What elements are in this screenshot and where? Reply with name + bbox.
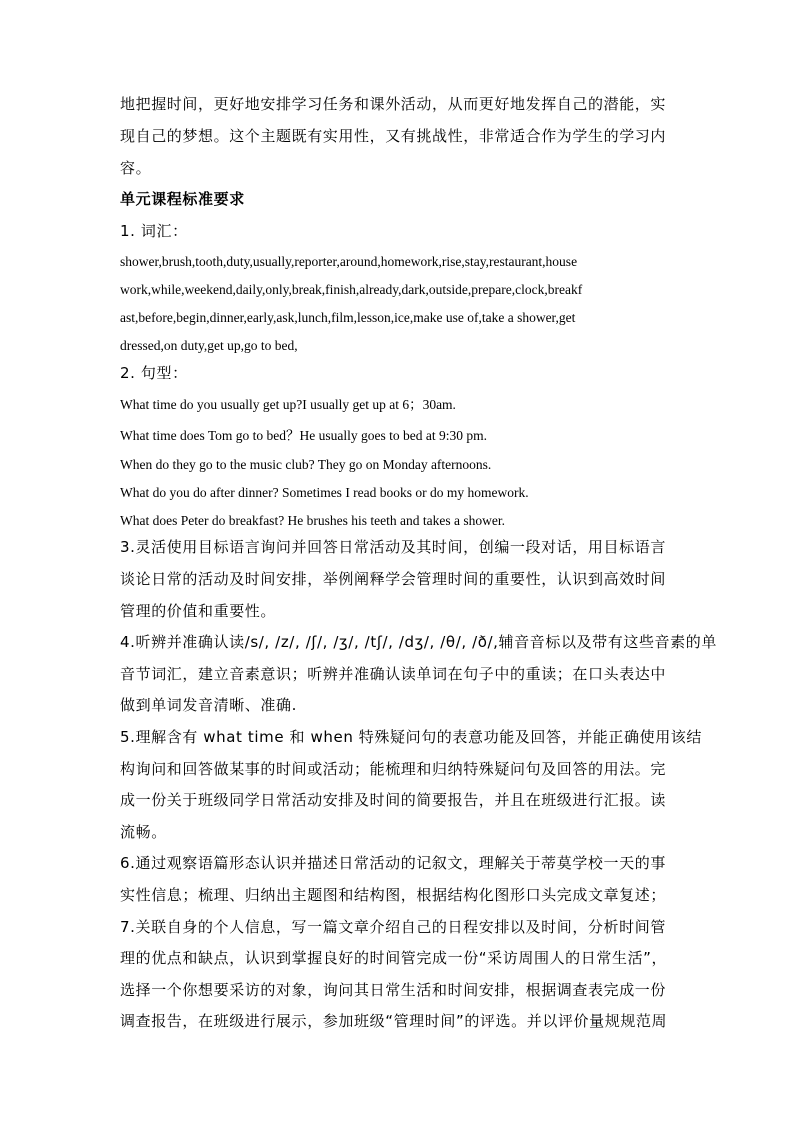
- section-heading: 单元课程标准要求: [120, 190, 245, 208]
- sentence-line-3: When do they go to the music club? They go on Monday afternoons.: [120, 457, 492, 472]
- sentence-line-4: What do you do after dinner? Sometimes I read books or do my homework.: [120, 485, 529, 500]
- item4-line-3: 做到单词发音清晰、准确.: [120, 696, 297, 714]
- sentence-line-5: What does Peter do breakfast? He brushes his teeth and takes a shower.: [120, 513, 506, 528]
- item5-line-1: 5.理解含有 what time 和 when 特殊疑问句的表意功能及回答，并能正确使用该结: [120, 728, 703, 746]
- item3-line-2: 谈论日常的活动及时间安排，举例阐释学会管理时间的重要性，认识到高效时间: [120, 570, 667, 588]
- item5-line-2: 构询问和回答做某事的时间或活动；能梳理和归纳特殊疑问句及回答的用法。完: [120, 760, 667, 778]
- vocab-line-1: shower,brush,tooth,duty,usually,reporter,around,homework,rise,stay,restaurant,house: [120, 254, 578, 269]
- item3-line-1: 3.灵活使用目标语言询问并回答日常活动及其时间，创编一段对话，用目标语言: [120, 538, 666, 556]
- item4-line-1: 4.听辨并准确认读/s/, /z/, /ʃ/, /ʒ/, /tʃ/, /dʒ/, /θ/, /ð/,辅音音标以及带有这些音素的单: [120, 633, 717, 651]
- item3-line-3: 管理的价值和重要性。: [120, 602, 277, 620]
- vocab-line-4: dressed,on duty,get up,go to bed,: [120, 338, 298, 353]
- intro-line-2: 现自己的梦想。这个主题既有实用性，又有挑战性，非常适合作为学生的学习内: [120, 127, 667, 145]
- item7-line-4: 调查报告，在班级进行展示，参加班级“管理时间”的评选。并以评价量规规范周: [120, 1012, 668, 1030]
- item6-line-1: 6.通过观察语篇形态认识并描述日常活动的记叙文，理解关于蒂莫学校一天的事: [120, 854, 666, 872]
- item6-line-2: 实性信息；梳理、归纳出主题图和结构图，根据结构化图形口头完成文章复述；: [120, 886, 667, 904]
- item7-line-2: 理的优点和缺点，认识到掌握良好的时间管完成一份“采访周围人的日常生活”，: [120, 949, 668, 967]
- item4-line-2: 音节词汇，建立音素意识；听辨并准确认读单词在句子中的重读；在口头表达中: [120, 665, 667, 683]
- intro-line-1: 地把握时间，更好地安排学习任务和课外活动，从而更好地发挥自己的潜能，实: [120, 95, 667, 113]
- item5-line-4: 流畅。: [120, 823, 167, 841]
- vocab-line-3: ast,before,begin,dinner,early,ask,lunch,film,lesson,ice,make use of,take a shower,get: [120, 310, 576, 325]
- item7-line-1: 7.关联自身的个人信息，写一篇文章介绍自己的日程安排以及时间，分析时间管: [120, 918, 666, 936]
- sentence-line-1: What time do you usually get up?I usually get up at 6；30am.: [120, 397, 456, 412]
- item5-line-3: 成一份关于班级同学日常活动安排及时间的简要报告，并且在班级进行汇报。读: [120, 791, 667, 809]
- vocab-heading: 1. 词汇：: [120, 222, 188, 240]
- item7-line-3: 选择一个你想要采访的对象，询问其日常生活和时间安排，根据调查表完成一份: [120, 981, 667, 999]
- vocab-line-2: work,while,weekend,daily,only,break,finish,already,dark,outside,prepare,clock,breakf: [120, 282, 583, 297]
- sentence-line-2: What time does Tom go to bed？He usually goes to bed at 9:30 pm.: [120, 428, 487, 443]
- sentences-heading: 2. 句型：: [120, 364, 188, 382]
- intro-line-3: 容。: [120, 159, 152, 177]
